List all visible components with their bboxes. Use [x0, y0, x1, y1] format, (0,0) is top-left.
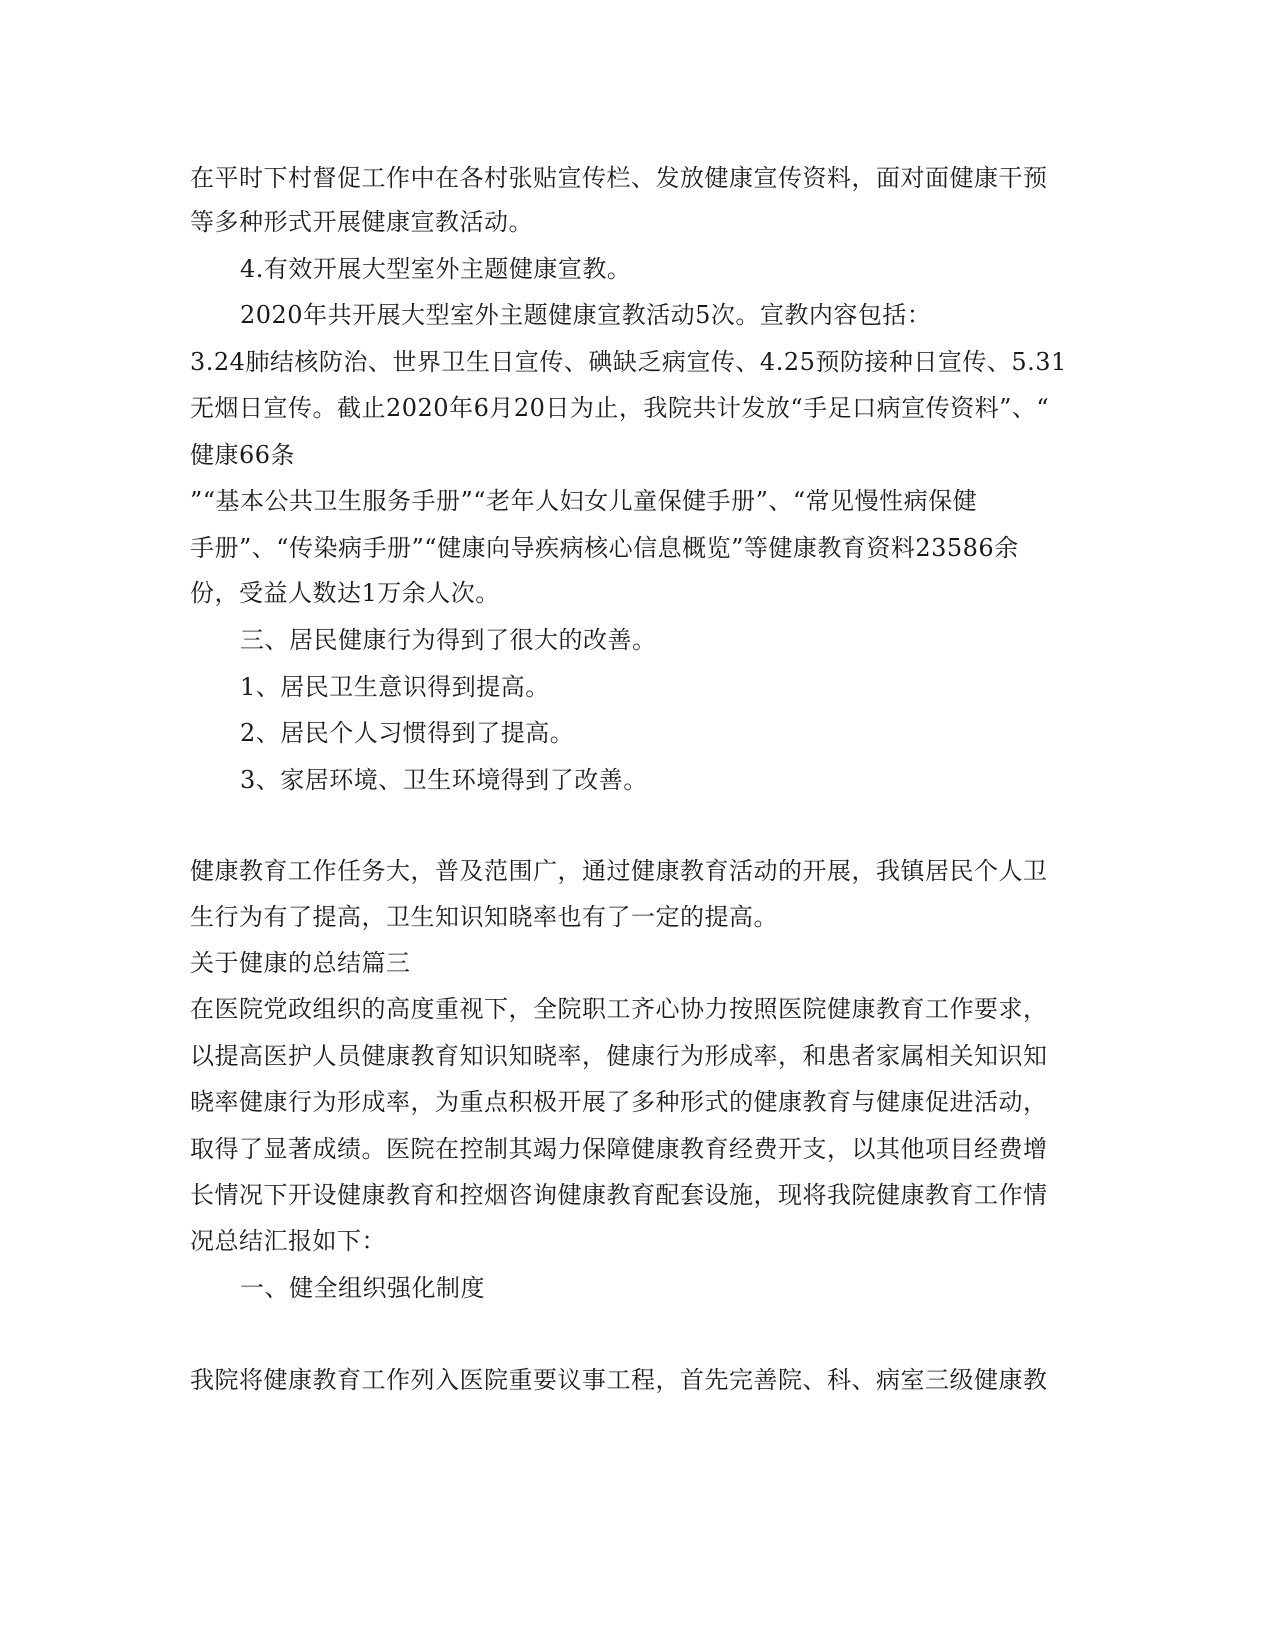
text-line: 等多种形式开展健康宣教活动。	[190, 208, 533, 236]
text-line: ”“基本公共卫生服务手册”“老年人妇女儿童保健手册”、“常见慢性病保健	[190, 487, 978, 515]
text-line: 3.24肺结核防治、世界卫生日宣传、碘缺乏病宣传、4.25预防接种日宣传、5.31	[190, 348, 1067, 376]
text-line: 生行为有了提高，卫生知识知晓率也有了一定的提高。	[190, 903, 778, 931]
section-title: 关于健康的总结篇三	[190, 949, 411, 977]
section-heading: 三、居民健康行为得到了很大的改善。	[240, 626, 657, 654]
text-line: 在平时下村督促工作中在各村张贴宣传栏、发放健康宣传资料，面对面健康干预	[190, 164, 1048, 192]
text-line: 手册”、“传染病手册”“健康向导疾病核心信息概览”等健康教育资料23586余	[190, 534, 1019, 562]
text-line: 取得了显著成绩。医院在控制其竭力保障健康教育经费开支，以其他项目经费增	[190, 1135, 1048, 1163]
text-line: 3、家居环境、卫生环境得到了改善。	[240, 766, 648, 794]
text-line: 1、居民卫生意识得到提高。	[240, 673, 550, 701]
text-line: 份，受益人数达1万余人次。	[190, 579, 500, 607]
text-line: 在医院党政组织的高度重视下，全院职工齐心协力按照医院健康教育工作要求，	[190, 995, 1048, 1023]
text-line: 健康教育工作任务大，普及范围广，通过健康教育活动的开展，我镇居民个人卫	[190, 857, 1048, 885]
text-line: 无烟日宣传。截止2020年6月20日为止，我院共计发放“手足口病宣传资料”、“	[190, 394, 1050, 422]
text-line: 4.有效开展大型室外主题健康宣教。	[240, 255, 632, 283]
text-line: 2、居民个人习惯得到了提高。	[240, 719, 575, 747]
text-line: 长情况下开设健康教育和控烟咨询健康教育配套设施，现将我院健康教育工作情	[190, 1181, 1048, 1209]
text-line: 晓率健康行为形成率，为重点积极开展了多种形式的健康教育与健康促进活动，	[190, 1088, 1048, 1116]
text-line: 2020年共开展大型室外主题健康宣教活动5次。宣教内容包括：	[240, 301, 932, 329]
text-line: 以提高医护人员健康教育知识知晓率，健康行为形成率，和患者家属相关知识知	[190, 1042, 1048, 1070]
section-heading: 一、健全组织强化制度	[240, 1274, 485, 1302]
text-line: 我院将健康教育工作列入医院重要议事工程，首先完善院、科、病室三级健康教	[190, 1366, 1048, 1394]
text-line: 况总结汇报如下：	[190, 1227, 386, 1255]
text-line: 健康66条	[190, 441, 296, 469]
